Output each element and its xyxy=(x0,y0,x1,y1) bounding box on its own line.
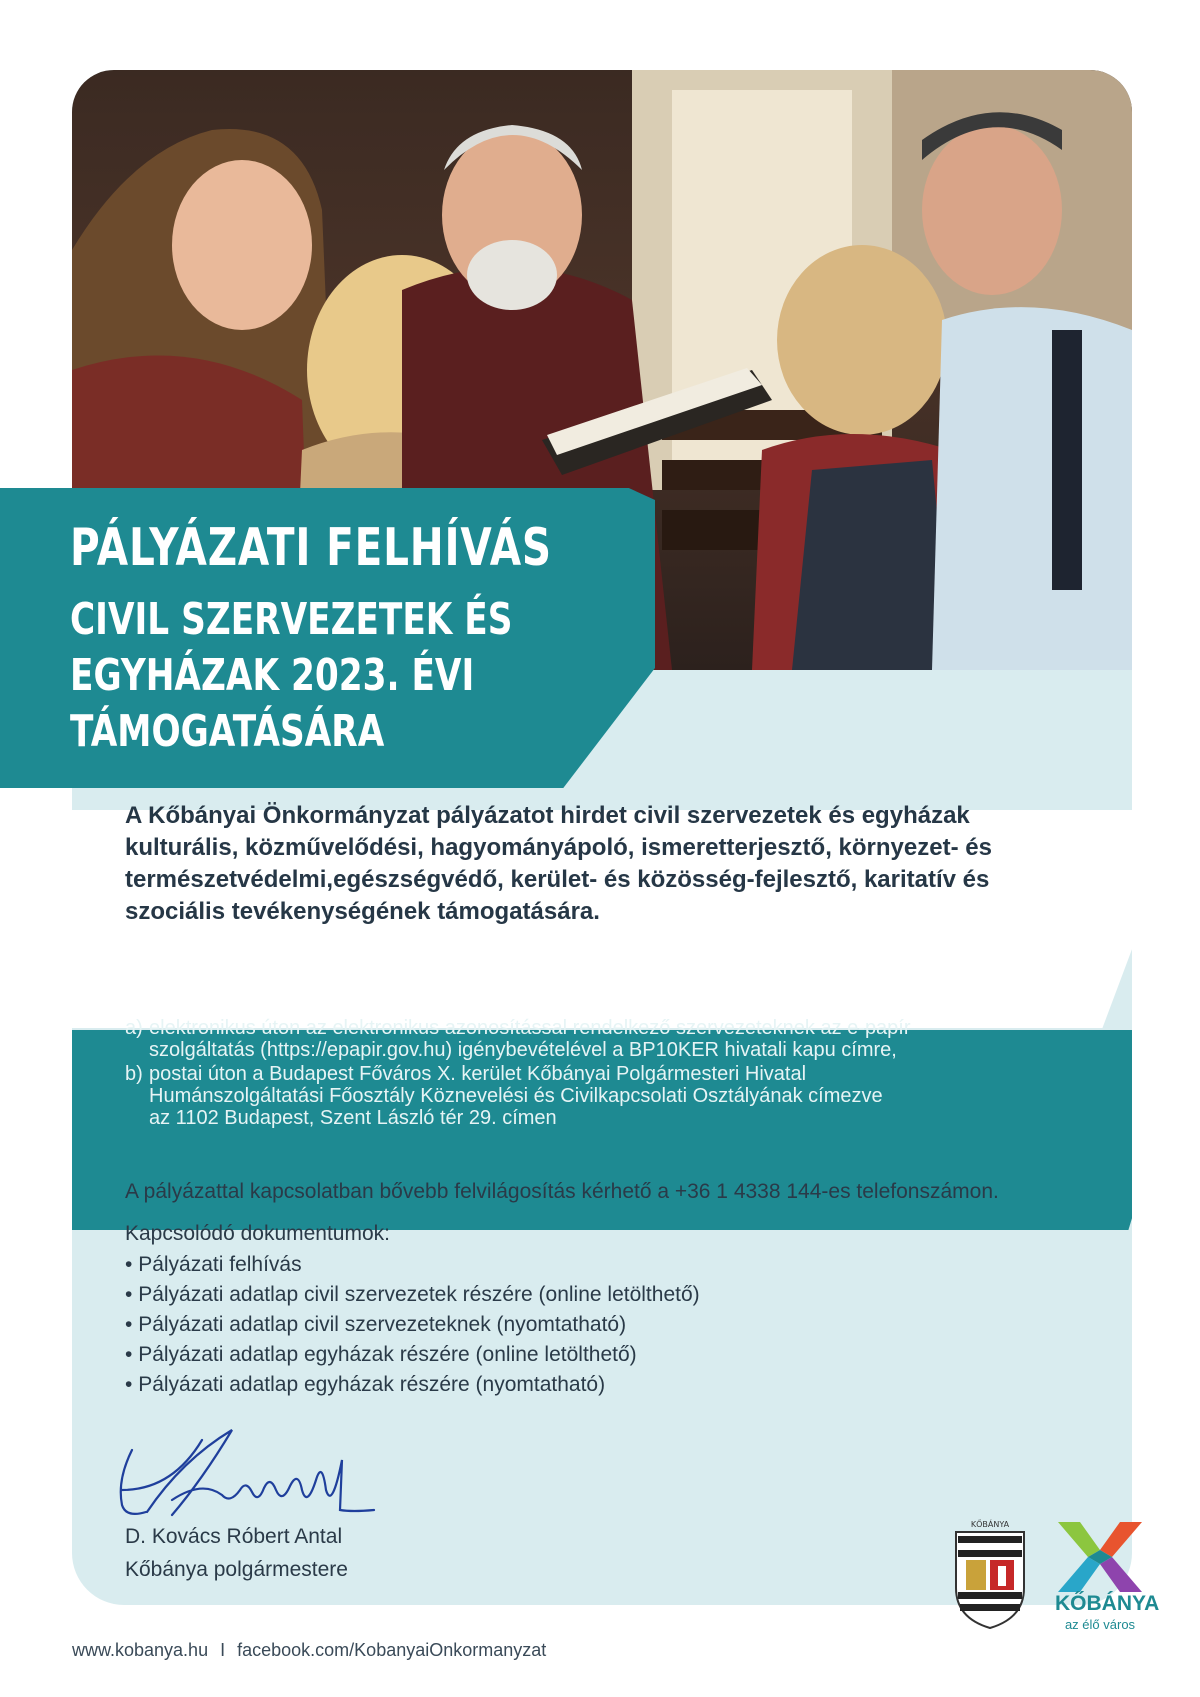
deadline-date: 2023. május 15-éig (hétfő) lehet benyújtani xyxy=(333,972,951,1009)
option-a-label: a) xyxy=(125,1017,143,1039)
footer-separator: I xyxy=(220,1640,226,1660)
page-title: PÁLYÁZATI FELHÍVÁS xyxy=(70,518,552,578)
list-item: • Pályázati adatlap egyházak részére (nyomtatható) xyxy=(125,1370,700,1400)
footer xyxy=(72,1640,546,1661)
deadline-prefix: A pályázatokat xyxy=(125,972,325,1009)
list-item: • Pályázati felhívás xyxy=(125,1250,700,1280)
kobanya-coat-of-arms-icon xyxy=(950,1518,1030,1630)
option-b-rest2: az 1102 Budapest, Szent László tér 29. címen xyxy=(149,1107,557,1129)
docs-heading: Kapcsolódó dokumentumok: xyxy=(125,1222,390,1245)
list-item: • Pályázati adatlap egyházak részére (online letölthető) xyxy=(125,1340,700,1370)
option-b-first: postai úton a Budapest Főváros X. kerület Kőbányai Polgármesteri Hivatal xyxy=(149,1063,807,1085)
logo-tagline: az élő város xyxy=(1064,1617,1136,1632)
intro-text: A Kőbányai Önkormányzat pályázatot hirdet civil szervezetek és egyházak kulturális, közművelődési, hagyományápoló, ismeretterjesztő, környezet- és természetvédelmi,egészségvédő, kerület- és közösség-fejlesztő, karitatív és szociális tevékenységének támogatására. xyxy=(125,802,992,925)
subtitle-line-1: CIVIL SZERVEZETEK ÉS xyxy=(70,594,513,645)
list-item: • Pályázati adatlap civil szervezeteknek (nyomtatható) xyxy=(125,1310,700,1340)
facebook-link[interactable]: facebook.com/KobanyaiOnkormanyzat xyxy=(237,1640,547,1660)
subtitle-line-2: EGYHÁZAK 2023. ÉVI xyxy=(70,650,475,701)
option-b-label: b) xyxy=(125,1063,143,1085)
website-link[interactable]: www.kobanya.hu xyxy=(72,1640,209,1660)
option-b-rest: Humánszolgáltatási Főosztály Köznevelési és Civilkapcsolati Osztályának címezve xyxy=(149,1085,883,1107)
option-a-first: elektronikus úton az elektronikus azonosítással rendelkező szervezeteknek az e-papír xyxy=(149,1017,911,1039)
signer-name: D. Kovács Róbert Antal xyxy=(125,1525,343,1548)
crest-text: KŐBÁNYA xyxy=(970,1520,1010,1529)
kobanya-logo-icon xyxy=(1058,1522,1142,1592)
option-a xyxy=(125,1017,1075,1061)
deadline-heading xyxy=(125,972,951,1010)
list-item: • Pályázati adatlap civil szervezetek részére (online letölthető) xyxy=(125,1280,700,1310)
option-b xyxy=(125,1063,1075,1129)
signer-role: Kőbánya polgármestere xyxy=(125,1558,348,1581)
docs-list xyxy=(125,1250,700,1400)
info-phone-text: A pályázattal kapcsolatban bővebb felvilágosítás kérhető a +36 1 4338 144-es telefonszámon. xyxy=(125,1180,999,1203)
option-a-rest: szolgáltatás (https://epapir.gov.hu) igénybevételével a BP10KER hivatali kapu címre, xyxy=(149,1039,897,1061)
logo-name: KŐBÁNYA xyxy=(1055,1592,1160,1615)
subtitle-line-3: TÁMOGATÁSÁRA xyxy=(70,706,385,757)
signature xyxy=(112,1420,392,1525)
